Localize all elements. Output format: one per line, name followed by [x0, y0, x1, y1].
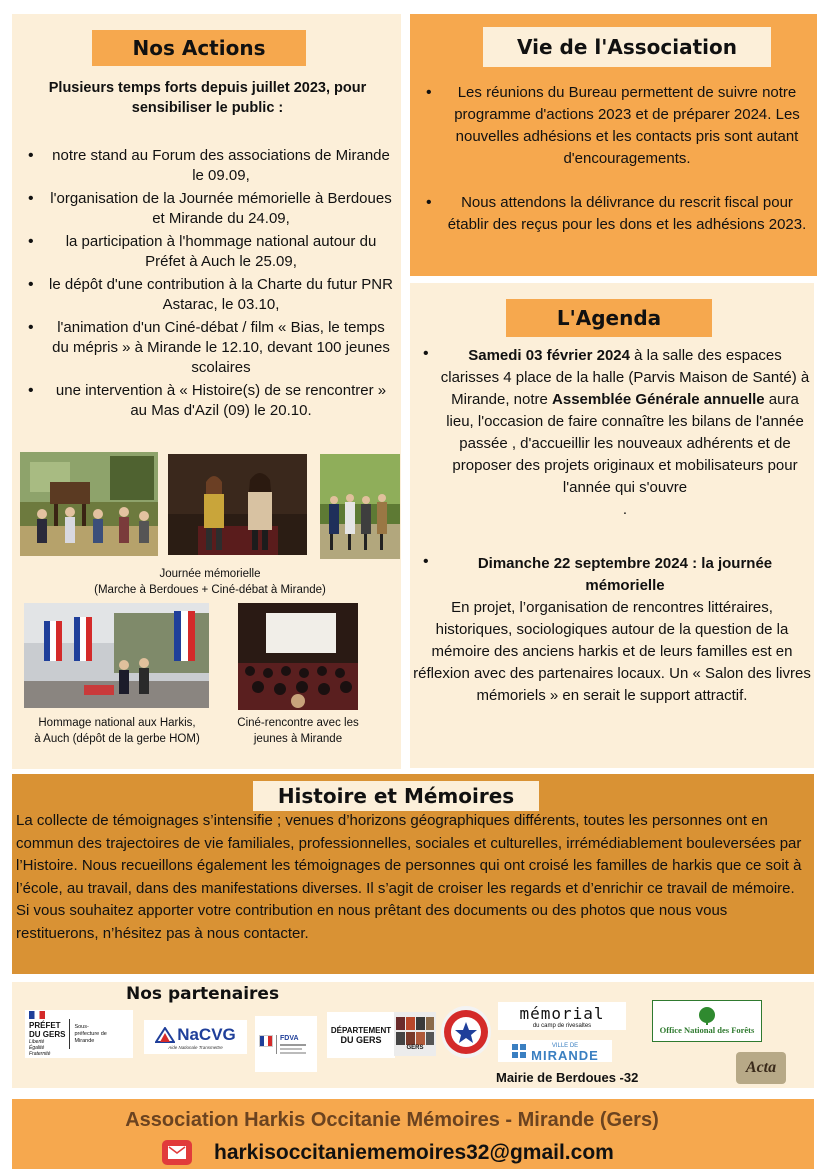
logo-prefet-line2: DU GERS [29, 1030, 66, 1039]
photo-cine-debat [168, 454, 307, 555]
nacvg-icon [155, 1027, 175, 1043]
logo-acta [736, 1052, 786, 1084]
vie-association-panel [410, 14, 817, 276]
logo-memorial-text: mémorial [519, 1003, 605, 1023]
logo-souvenir-francais [441, 1006, 491, 1058]
agenda-item-assemblee [438, 345, 812, 521]
caption-cine-subtitle: jeunes à Mirande [253, 733, 343, 745]
logo-acta-text: Acta [745, 1059, 777, 1076]
bullet-icon: • [423, 553, 429, 570]
logo-ville-mirande [498, 1040, 612, 1062]
list-item: • Les réunions du Bureau permettent de suivre notre programme d'actions 2023 et de préparer 2024. Les nouvelles adhésions et les contacts pris sont autant d'encouragements. [420, 82, 810, 170]
email-icon [162, 1140, 192, 1165]
histoire-panel [12, 774, 814, 974]
logo-prefet-motto: Liberté Égalité Fraternité [29, 1039, 51, 1057]
caption-hommage-subtitle: à Auch (dépôt de la gerbe HOM) [34, 733, 200, 745]
logo-prefet-line1: PRÉFET [29, 1021, 61, 1030]
logo-onf [652, 1000, 762, 1042]
bullet-icon: • [423, 345, 429, 362]
logo-gers-text: GERS [406, 1045, 424, 1051]
caption-memorial-subtitle: (Marche à Berdoues + Ciné-débat à Mirande) [94, 584, 326, 596]
gers-mosaic-icon [396, 1017, 434, 1045]
agenda-projet: En projet, l’organisation de rencontres littéraires, historiques, sociologiques autour de la question de la mémoire des anciens harkis et de leurs familles est en réflexion avec des partenaires locaux. Un « Salon des livres mémoriels » en serait le support attractif. [413, 599, 811, 704]
list-item: • l'animation d'un Ciné-débat / film « Bias, le temps du mépris » à Mirande le 12.10, devant 100 jeunes scolaires [22, 318, 394, 378]
souvenir-francais-icon [442, 1008, 490, 1056]
logo-nacvg [144, 1020, 247, 1054]
agenda-item-assemblee-event: Assemblée Générale annuelle [552, 391, 765, 408]
logo-memorial-sub: du camp de rivesaltes [532, 1022, 592, 1029]
actions-intro: Plusieurs temps forts depuis juillet 2023, pour sensibiliser le public : [48, 80, 367, 116]
tree-icon [696, 1007, 718, 1025]
caption-cine-title: Ciné-rencontre avec les [237, 717, 359, 729]
photo-hommage-auch [24, 603, 209, 708]
french-flag-icon [29, 1011, 45, 1019]
actions-panel [12, 14, 401, 769]
vie-association-title: Vie de l'Association [483, 27, 771, 67]
partners-title: Nos partenaires [126, 984, 280, 1004]
logo-fdva-text: FDVA [280, 1034, 299, 1042]
agenda-panel [410, 283, 814, 768]
histoire-body: La collecte de témoignages s’intensifie ; venues d’horizons géographiques différents, toutes les personnes ont en commun des trajectoires de vie familiales, professionnelles, sociales et culturelles, irrémédiablement bouleversées par l’Histoire. Nous recueillons également les témoignages de personnes qui ont croisé les familles de harkis que ce soit à l’école, au travail, dans des manifestations diverses. Il s’agit de croiser les regards et d’enrichir ce travail de mémoire. Si vous souhaitez apporter votre contribution en nous prêtant des documents ou des photos que nous vous restituerons, n’hésitez pas à nous contacter. [16, 812, 802, 942]
agenda-item-assemblee-details: aura lieu, l'occasion de faire connaître les bilans de l'année passée , d'accueillir les nouveaux adhérents et de proposer des projets originaux et mobilisateurs pour l'année qui s'ouvre [446, 391, 804, 496]
footer-panel [12, 1099, 814, 1169]
email-link[interactable]: harkisoccitaniememoires32@gmail.com [214, 1141, 614, 1164]
vie-association-list [420, 82, 810, 236]
photo-groupe-exterieur [320, 454, 400, 559]
logo-fdva [255, 1016, 317, 1072]
logo-departement-line2: DU GERS [340, 1034, 382, 1045]
logo-departement-gers [327, 1012, 395, 1058]
agenda-item-assemblee-end: . [622, 501, 628, 518]
logo-prefet-gers [25, 1010, 133, 1058]
logo-onf-text: Office National des Forêts [659, 1025, 755, 1035]
list-item: • le dépôt d'une contribution à la Charte du futur PNR Astarac, le 03.10, [22, 275, 394, 315]
logo-mirande-prefix: VILLE DE [551, 1043, 579, 1049]
logo-departement-line1: DÉPARTEMENT [330, 1025, 392, 1035]
agenda-title: L'Agenda [506, 299, 712, 337]
histoire-title: Histoire et Mémoires [253, 781, 539, 811]
photo-marche-berdoues [20, 452, 158, 556]
logo-nacvg-text: NaCVG [177, 1024, 236, 1044]
association-name: Association Harkis Occitanie Mémoires - Mirande (Gers) [125, 1109, 659, 1131]
mirande-icon [511, 1043, 527, 1059]
actions-title: Nos Actions [92, 30, 306, 66]
logo-mirande-text: MIRANDE [531, 1048, 599, 1062]
agenda-item-journee: Dimanche 22 septembre 2024 : la journée mémorielle [477, 555, 773, 594]
list-item: • notre stand au Forum des associations de Mirande le 09.09, [22, 146, 394, 186]
list-item: • une intervention à « Histoire(s) de se rencontrer » au Mas d'Azil (09) le 20.10. [22, 381, 394, 421]
agenda-item-assemblee-text: à la salle des espaces clarisses 4 place de la halle (Parvis Maison de Santé) à Mirande, notre [440, 347, 810, 408]
caption-hommage-title: Hommage national aux Harkis, [38, 717, 196, 729]
logo-prefet-sub: Sous-préfecture de Mirande [74, 1023, 107, 1044]
mairie-berdoues: Mairie de Berdoues -32 [496, 1070, 639, 1085]
agenda-item-assemblee-date: Samedi 03 février 2024 [468, 347, 630, 364]
logo-memorial-rivesaltes [498, 1002, 626, 1030]
list-item: • la participation à l'hommage national autour du Préfet à Auch le 25.09, [22, 232, 394, 272]
french-flag-icon [259, 1035, 273, 1047]
list-item: • l'organisation de la Journée mémorielle à Berdoues et Mirande du 24.09, [22, 189, 394, 229]
logo-gers-mosaic [394, 1012, 436, 1056]
photo-cine-rencontre [238, 603, 358, 710]
logo-nacvg-sub: Aide Nationale Transmettre [168, 1044, 223, 1050]
partners-panel [12, 982, 814, 1088]
actions-list [22, 146, 394, 424]
list-item: • Nous attendons la délivrance du rescrit fiscal pour établir des reçus pour les dons et les adhésions 2023. [420, 192, 810, 236]
caption-memorial-title: Journée mémorielle [159, 568, 261, 580]
